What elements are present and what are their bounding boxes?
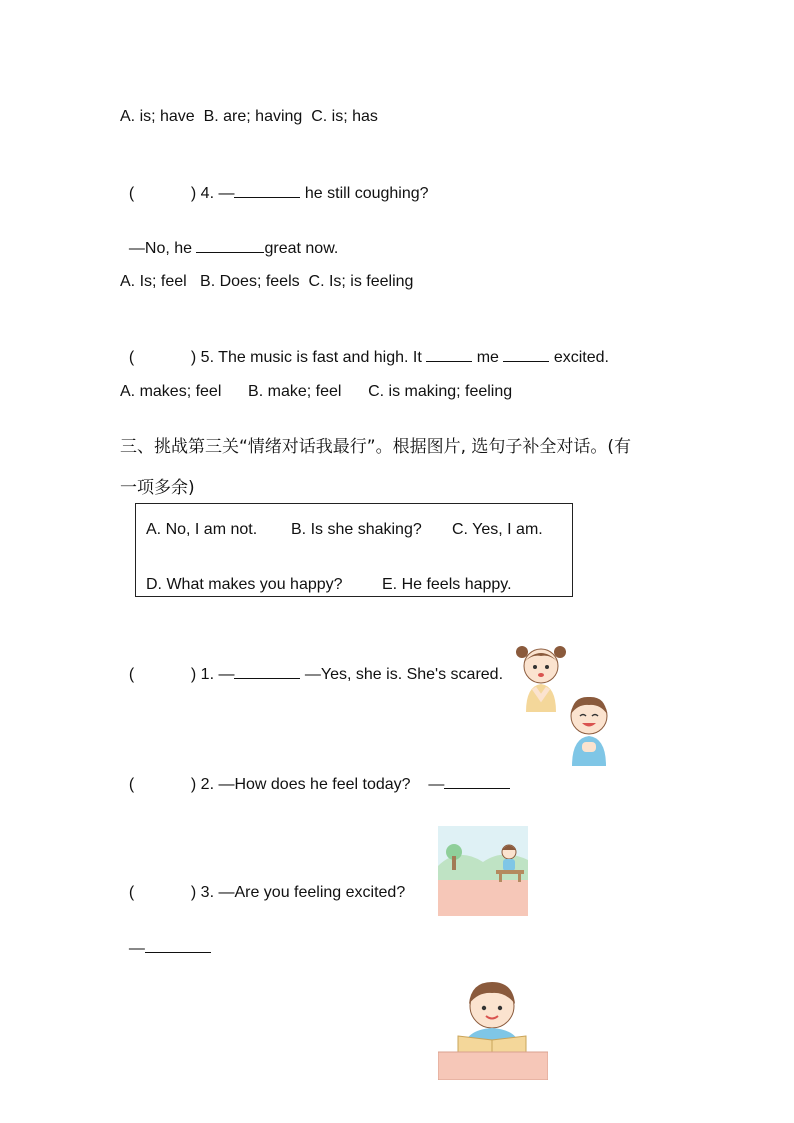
s3-question-1-text: —Yes, she is. She's scared.: [300, 666, 504, 683]
s3-question-2-text: ) 2. —How does he feel today? —: [190, 776, 445, 793]
park-scene-illustration: [438, 826, 528, 916]
choice-a: A. No, I am not.: [146, 521, 258, 538]
choice-b: B. Is she shaking?: [291, 521, 422, 538]
answer-blank[interactable]: [444, 774, 510, 789]
answer-blank[interactable]: [503, 347, 549, 362]
question-5-mid: me: [472, 349, 504, 366]
answer-paren[interactable]: (: [128, 884, 135, 901]
s3-question-3: [120, 863, 405, 903]
question-5: [120, 327, 609, 368]
s3-question-3-reply: [120, 918, 211, 959]
s3-question-3-dash: —: [128, 940, 145, 957]
question-4-reply-tail: great now.: [264, 240, 339, 257]
section-3-title: 三、挑战第三关“情绪对话我最行”。根据图片, 选句子补全对话。(有: [120, 437, 632, 457]
choice-c: C. Yes, I am.: [452, 521, 543, 538]
answer-blank[interactable]: [234, 183, 300, 198]
prev-question-options: A. is; have B. are; having C. is; has: [120, 108, 378, 125]
s3-question-3-text: ) 3. —Are you feeling excited?: [190, 884, 406, 901]
question-4-prefix: ) 4. —: [190, 185, 235, 202]
boy-reading-illustration: [438, 978, 548, 1080]
question-5-options: A. makes; feel B. make; feel C. is making; feeling: [120, 383, 513, 400]
answer-paren[interactable]: (: [128, 776, 135, 793]
question-5-tail: excited.: [549, 349, 609, 366]
choice-d: D. What makes you happy?: [146, 576, 343, 593]
happy-boy-illustration: [560, 692, 618, 766]
question-5-prefix: ) 5. The music is fast and high. It: [190, 349, 427, 366]
answer-paren[interactable]: (: [128, 666, 135, 683]
answer-blank[interactable]: [145, 938, 211, 953]
question-4-options: A. Is; feel B. Does; feels C. Is; is feeling: [120, 273, 414, 290]
question-4-reply: [120, 218, 338, 259]
answer-blank[interactable]: [234, 664, 300, 679]
answer-blank[interactable]: [426, 347, 472, 362]
s3-question-1: [120, 644, 503, 685]
question-4-text: he still coughing?: [300, 185, 429, 202]
answer-paren[interactable]: (: [128, 185, 135, 202]
question-4: [120, 163, 429, 204]
s3-question-1-prefix: ) 1. —: [190, 666, 235, 683]
question-4-reply-head: —No, he: [128, 240, 197, 257]
choice-box: [135, 503, 573, 597]
answer-paren[interactable]: (: [128, 349, 135, 366]
s3-question-2: [120, 754, 510, 795]
answer-blank[interactable]: [196, 238, 264, 253]
choice-e: E. He feels happy.: [382, 576, 512, 593]
section-3-title-cont: 一项多余): [120, 478, 195, 498]
